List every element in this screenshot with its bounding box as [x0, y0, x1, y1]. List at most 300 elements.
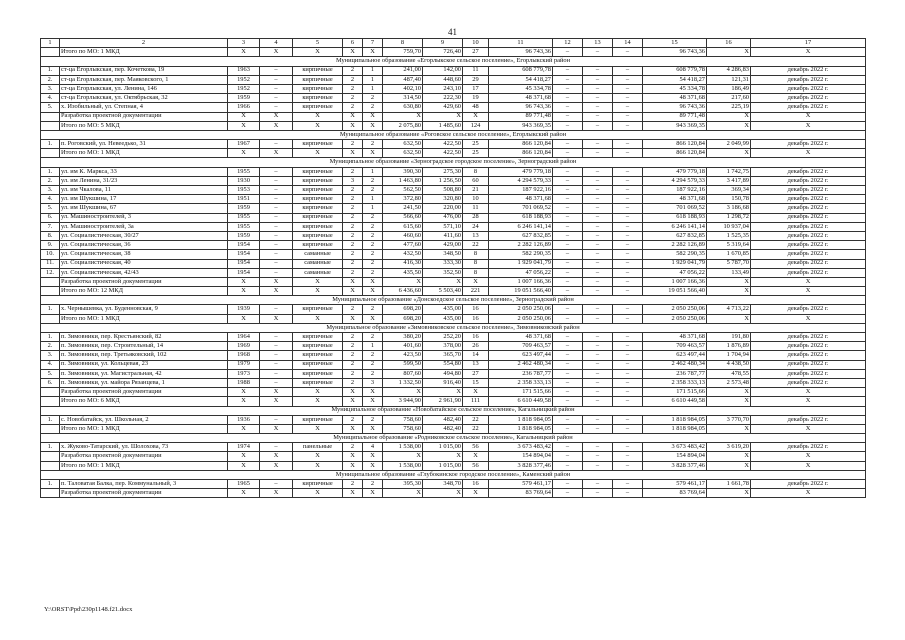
- table-cell: 562,50: [383, 186, 423, 195]
- table-cell: [41, 277, 60, 286]
- table-cell: 608 779,78: [643, 66, 707, 75]
- table-cell: 2: [343, 360, 363, 369]
- table-cell: 1965: [228, 480, 260, 489]
- table-cell: 1 463,80: [383, 176, 423, 185]
- table-cell: 2.: [41, 75, 60, 84]
- table-cell: X: [228, 314, 260, 323]
- table-cell: –: [260, 259, 293, 268]
- table-cell: –: [260, 186, 293, 195]
- table-cell: 47 056,22: [643, 268, 707, 277]
- table-cell: X: [363, 397, 383, 406]
- table-cell: –: [613, 378, 643, 387]
- table-cell: декабрь 2022 г.: [751, 204, 866, 213]
- table-cell: [41, 388, 60, 397]
- table-cell: X: [423, 277, 463, 286]
- table-cell: 2: [343, 378, 363, 387]
- table-row: [41, 305, 866, 314]
- table-cell: [41, 314, 60, 323]
- table-cell: 866 120,84: [489, 140, 553, 149]
- table-cell: 2: [363, 140, 383, 149]
- table-cell: 2: [363, 222, 383, 231]
- table-cell: 1: [363, 195, 383, 204]
- table-cell: п. Таловатая Балка, пер. Коммунальный, 3: [60, 480, 228, 489]
- table-cell: –: [613, 176, 643, 185]
- table-cell: 1955: [228, 222, 260, 231]
- summary-row: [41, 112, 866, 121]
- table-cell: 19 051 566,40: [643, 287, 707, 296]
- table-cell: –: [583, 342, 613, 351]
- table-cell: саманные: [293, 250, 343, 259]
- table-cell: 96 743,36: [643, 48, 707, 57]
- section-heading: Муниципальное образование «Новобатайское сельское поселение», Кагальницкий район: [41, 406, 866, 415]
- table-cell: –: [260, 241, 293, 250]
- table-cell: 10: [463, 195, 489, 204]
- table-cell: 1973: [228, 369, 260, 378]
- table-cell: 2 573,48: [707, 378, 751, 387]
- table-cell: 566,60: [383, 213, 423, 222]
- table-cell: –: [260, 351, 293, 360]
- table-cell: 83 769,64: [489, 489, 553, 498]
- table-cell: 1968: [228, 351, 260, 360]
- table-cell: кирпичные: [293, 176, 343, 185]
- table-cell: 1: [363, 66, 383, 75]
- table-cell: ул. Социалистическая, 30/27: [60, 231, 228, 240]
- table-cell: X: [343, 388, 363, 397]
- table-cell: 2.: [41, 342, 60, 351]
- table-cell: 5 787,70: [707, 259, 751, 268]
- table-cell: 8: [463, 268, 489, 277]
- table-cell: декабрь 2022 г.: [751, 186, 866, 195]
- table-cell: ул. Машиностроителей, 3: [60, 213, 228, 222]
- table-cell: 2: [343, 250, 363, 259]
- table-cell: 2: [363, 415, 383, 424]
- table-cell: 2: [363, 480, 383, 489]
- table-cell: 402,10: [383, 84, 423, 93]
- table-cell: 2: [343, 259, 363, 268]
- table-cell: 45 334,78: [489, 84, 553, 93]
- table-cell: 121,31: [707, 75, 751, 84]
- table-cell: п. Зимовники, пер. Строительный, 14: [60, 342, 228, 351]
- table-cell: 54 418,27: [643, 75, 707, 84]
- table-cell: –: [553, 204, 583, 213]
- table-cell: X: [423, 489, 463, 498]
- table-cell: 3 619,20: [707, 443, 751, 452]
- table-cell: 124: [463, 121, 489, 130]
- table-cell: –: [583, 351, 613, 360]
- page-number: 41: [448, 27, 457, 37]
- table-cell: X: [363, 489, 383, 498]
- table-cell: 352,50: [423, 268, 463, 277]
- table-cell: 3 828 377,46: [489, 461, 553, 470]
- file-path-footer: Y:\ORST\Ppd\230p1148.f21.docx: [44, 606, 133, 613]
- table-cell: X: [228, 287, 260, 296]
- table-cell: 2: [343, 333, 363, 342]
- table-cell: –: [583, 75, 613, 84]
- summary-row: [41, 461, 866, 470]
- table-cell: 3: [343, 176, 363, 185]
- table-cell: –: [613, 103, 643, 112]
- table-cell: 27: [463, 369, 489, 378]
- table-cell: X: [751, 149, 866, 158]
- table-cell: X: [363, 314, 383, 323]
- table-cell: X: [363, 424, 383, 433]
- table-cell: –: [583, 443, 613, 452]
- table-cell: –: [613, 84, 643, 93]
- table-cell: 1 818 984,05: [489, 424, 553, 433]
- table-cell: 27: [463, 48, 489, 57]
- table-cell: 6 610 449,58: [643, 397, 707, 406]
- table-row: [41, 140, 866, 149]
- table-cell: ст-ца Егорлыкская, пер. Маяковского, 1: [60, 75, 228, 84]
- table-cell: X: [463, 388, 489, 397]
- table-cell: 4 294 579,33: [489, 176, 553, 185]
- table-cell: декабрь 2022 г.: [751, 415, 866, 424]
- table-cell: –: [613, 342, 643, 351]
- table-row: [41, 378, 866, 387]
- table-row: [41, 415, 866, 424]
- table-cell: X: [293, 489, 343, 498]
- table-cell: 2 961,90: [423, 397, 463, 406]
- table-cell: X: [707, 452, 751, 461]
- table-cell: 48 371,68: [489, 94, 553, 103]
- table-cell: 627 832,85: [643, 231, 707, 240]
- table-row: [41, 369, 866, 378]
- table-cell: декабрь 2022 г.: [751, 66, 866, 75]
- table-cell: 494,80: [423, 369, 463, 378]
- table-cell: –: [553, 186, 583, 195]
- table-row: [41, 360, 866, 369]
- table-cell: Итого по МО: 1 МКД: [60, 149, 228, 158]
- table-cell: п. Зимовники, пер. Крестьянский, 82: [60, 333, 228, 342]
- table-cell: с. Новобатайск, ул. Школьная, 2: [60, 415, 228, 424]
- table-cell: 2: [343, 213, 363, 222]
- table-row: [41, 351, 866, 360]
- table-cell: 2: [343, 351, 363, 360]
- table-cell: 943 369,35: [489, 121, 553, 130]
- table-cell: 372,80: [383, 195, 423, 204]
- table-cell: X: [363, 121, 383, 130]
- table-cell: X: [260, 112, 293, 121]
- summary-row: [41, 489, 866, 498]
- table-cell: декабрь 2022 г.: [751, 222, 866, 231]
- table-cell: 25: [463, 140, 489, 149]
- table-cell: –: [553, 222, 583, 231]
- table-cell: 435,00: [423, 305, 463, 314]
- table-cell: –: [260, 84, 293, 93]
- table-cell: –: [583, 489, 613, 498]
- table-cell: 2: [343, 231, 363, 240]
- table-cell: декабрь 2022 г.: [751, 305, 866, 314]
- table-cell: –: [260, 333, 293, 342]
- table-cell: X: [228, 277, 260, 286]
- table-cell: ул. Социалистическая, 36: [60, 241, 228, 250]
- table-cell: ул. Социалистическая, 38: [60, 250, 228, 259]
- table-row: [41, 167, 866, 176]
- table-cell: 2: [363, 241, 383, 250]
- table-cell: –: [553, 378, 583, 387]
- table-cell: –: [583, 213, 613, 222]
- table-cell: декабрь 2022 г.: [751, 443, 866, 452]
- table-cell: –: [260, 231, 293, 240]
- table-cell: –: [553, 94, 583, 103]
- table-cell: X: [751, 424, 866, 433]
- table-cell: X: [228, 489, 260, 498]
- section-heading: Муниципальное образование «Егорлыкское сельское поселение», Егорлыкский район: [41, 57, 866, 66]
- table-cell: 15: [463, 378, 489, 387]
- table-cell: декабрь 2022 г.: [751, 167, 866, 176]
- table-cell: 10.: [41, 250, 60, 259]
- table-cell: –: [613, 231, 643, 240]
- table-cell: –: [553, 250, 583, 259]
- column-number: 17: [751, 39, 866, 48]
- table-cell: X: [707, 397, 751, 406]
- table-cell: 429,60: [423, 103, 463, 112]
- table-row: [41, 94, 866, 103]
- table-cell: 378,00: [423, 342, 463, 351]
- section-heading: Муниципальное образование «Зимовниковское сельское поселение», Зимовниковский район: [41, 323, 866, 332]
- table-cell: п. Зимовники, пер. Третьяковский, 102: [60, 351, 228, 360]
- table-cell: 1 538,00: [383, 443, 423, 452]
- table-cell: –: [553, 480, 583, 489]
- table-cell: декабрь 2022 г.: [751, 259, 866, 268]
- table-cell: X: [751, 397, 866, 406]
- table-cell: 17: [463, 84, 489, 93]
- table-cell: саманные: [293, 259, 343, 268]
- table-cell: 13: [463, 231, 489, 240]
- table-cell: 47 056,22: [489, 268, 553, 277]
- table-cell: кирпичные: [293, 342, 343, 351]
- table-cell: 1.: [41, 443, 60, 452]
- table-cell: 390,30: [383, 167, 423, 176]
- table-cell: 3 186,68: [707, 204, 751, 213]
- table-cell: 759,70: [383, 48, 423, 57]
- table-cell: 2: [363, 259, 383, 268]
- table-cell: –: [583, 360, 613, 369]
- table-cell: 8: [463, 250, 489, 259]
- table-cell: X: [343, 149, 363, 158]
- summary-row: [41, 287, 866, 296]
- table-cell: 1: [363, 84, 383, 93]
- table-cell: декабрь 2022 г.: [751, 231, 866, 240]
- table-cell: 320,80: [423, 195, 463, 204]
- table-cell: 16: [463, 305, 489, 314]
- column-number-row: [41, 39, 866, 48]
- table-cell: X: [293, 48, 343, 57]
- table-cell: –: [260, 480, 293, 489]
- table-cell: 1 007 166,36: [489, 277, 553, 286]
- section-heading: Муниципальное образование «Родниковское сельское поселение», Кагальницкий район: [41, 434, 866, 443]
- table-cell: Итого по МО: 1 МКД: [60, 424, 228, 433]
- table-cell: 726,40: [423, 48, 463, 57]
- table-cell: 1 929 041,79: [489, 259, 553, 268]
- table-cell: –: [583, 66, 613, 75]
- table-cell: 333,30: [423, 259, 463, 268]
- table-cell: 1 538,00: [383, 461, 423, 470]
- table-cell: X: [751, 452, 866, 461]
- table-cell: [41, 397, 60, 406]
- table-cell: 1969: [228, 342, 260, 351]
- table-cell: –: [553, 287, 583, 296]
- table-cell: 2: [343, 305, 363, 314]
- table-cell: 25: [463, 149, 489, 158]
- table-cell: 241,00: [383, 66, 423, 75]
- table-cell: 866 120,84: [489, 149, 553, 158]
- table-cell: X: [293, 277, 343, 286]
- table-cell: 2: [363, 231, 383, 240]
- table-cell: 632,50: [383, 149, 423, 158]
- table-cell: 4 713,22: [707, 305, 751, 314]
- section-heading: Муниципальное образование «Глубокинское городское поселение», Каменский район: [41, 470, 866, 479]
- table-row: [41, 443, 866, 452]
- table-cell: X: [343, 397, 363, 406]
- table-cell: декабрь 2022 г.: [751, 378, 866, 387]
- table-cell: –: [260, 378, 293, 387]
- table-cell: 2: [343, 75, 363, 84]
- table-cell: X: [260, 121, 293, 130]
- table-cell: Итого по МО: 12 МКД: [60, 287, 228, 296]
- table-cell: 2: [363, 369, 383, 378]
- table-row: [41, 84, 866, 93]
- table-cell: кирпичные: [293, 94, 343, 103]
- table-cell: –: [553, 333, 583, 342]
- table-cell: 89 771,48: [489, 112, 553, 121]
- table-row: [41, 250, 866, 259]
- table-cell: декабрь 2022 г.: [751, 94, 866, 103]
- table-cell: 11: [463, 204, 489, 213]
- table-cell: 2: [343, 186, 363, 195]
- table-cell: 4 286,83: [707, 66, 751, 75]
- table-cell: 3 673 483,42: [643, 443, 707, 452]
- table-cell: X: [423, 112, 463, 121]
- table-cell: –: [613, 333, 643, 342]
- table-cell: –: [553, 351, 583, 360]
- column-number: 6: [343, 39, 363, 48]
- table-cell: 171 515,66: [489, 388, 553, 397]
- table-cell: –: [583, 222, 613, 231]
- table-cell: –: [583, 277, 613, 286]
- table-cell: X: [228, 452, 260, 461]
- table-cell: 701 069,52: [489, 204, 553, 213]
- table-cell: 1 007 166,36: [643, 277, 707, 286]
- table-cell: –: [260, 268, 293, 277]
- table-cell: 477,60: [383, 241, 423, 250]
- table-cell: –: [613, 415, 643, 424]
- table-cell: 571,10: [423, 222, 463, 231]
- table-cell: 96 743,36: [489, 103, 553, 112]
- table-cell: 13: [463, 360, 489, 369]
- table-cell: ст-ца Егорлыкская, ул. Ленина, 146: [60, 84, 228, 93]
- section-heading-row: [41, 470, 866, 479]
- table-cell: 8: [463, 259, 489, 268]
- table-cell: –: [260, 369, 293, 378]
- table-cell: –: [553, 149, 583, 158]
- table-cell: 225,19: [707, 103, 751, 112]
- table-cell: декабрь 2022 г.: [751, 213, 866, 222]
- table-cell: X: [343, 452, 363, 461]
- table-cell: –: [613, 259, 643, 268]
- table-cell: X: [423, 452, 463, 461]
- table-cell: 29: [463, 75, 489, 84]
- table-cell: 236 787,77: [643, 369, 707, 378]
- table-cell: 191,80: [707, 333, 751, 342]
- table-cell: –: [553, 305, 583, 314]
- table-cell: –: [260, 103, 293, 112]
- table-row: [41, 204, 866, 213]
- table-cell: –: [553, 415, 583, 424]
- table-cell: 508,80: [423, 186, 463, 195]
- table-cell: 1 661,78: [707, 480, 751, 489]
- table-cell: X: [293, 287, 343, 296]
- table-row: [41, 176, 866, 185]
- table-cell: X: [293, 149, 343, 158]
- table-cell: 1959: [228, 204, 260, 213]
- table-cell: 943 369,35: [643, 121, 707, 130]
- table-cell: –: [613, 461, 643, 470]
- table-cell: –: [613, 480, 643, 489]
- table-cell: 1952: [228, 84, 260, 93]
- column-number: 2: [60, 39, 228, 48]
- summary-row: [41, 388, 866, 397]
- table-cell: X: [463, 489, 489, 498]
- section-heading: Муниципальное образование «Зерноградское городское поселение», Зерноградский район: [41, 158, 866, 167]
- table-cell: –: [583, 94, 613, 103]
- table-row: [41, 333, 866, 342]
- table-cell: 3 673 483,42: [489, 443, 553, 452]
- table-cell: 2 075,80: [383, 121, 423, 130]
- table-cell: декабрь 2022 г.: [751, 369, 866, 378]
- table-cell: 2: [363, 94, 383, 103]
- table-cell: 2: [363, 268, 383, 277]
- table-cell: кирпичные: [293, 222, 343, 231]
- table-cell: 582 290,35: [643, 250, 707, 259]
- table-cell: 1936: [228, 415, 260, 424]
- table-cell: 133,49: [707, 268, 751, 277]
- table-cell: 1953: [228, 186, 260, 195]
- table-cell: 12.: [41, 268, 60, 277]
- table-cell: –: [553, 176, 583, 185]
- table-cell: X: [423, 388, 463, 397]
- table-cell: –: [260, 443, 293, 452]
- table-cell: 1930: [228, 176, 260, 185]
- table-cell: 10 937,04: [707, 222, 751, 231]
- table-cell: [41, 489, 60, 498]
- table-cell: Итого по МО: 1 МКД: [60, 48, 228, 57]
- table-cell: X: [751, 277, 866, 286]
- table-cell: –: [553, 195, 583, 204]
- table-cell: –: [553, 489, 583, 498]
- column-number: 3: [228, 39, 260, 48]
- table-cell: 460,60: [383, 231, 423, 240]
- summary-row: [41, 424, 866, 433]
- table-cell: –: [613, 112, 643, 121]
- table-cell: 348,70: [423, 480, 463, 489]
- table-cell: 16: [463, 480, 489, 489]
- table-cell: –: [583, 112, 613, 121]
- table-cell: 2 358 333,13: [643, 378, 707, 387]
- table-cell: –: [260, 66, 293, 75]
- table-cell: 369,34: [707, 186, 751, 195]
- table-cell: 866 120,84: [643, 149, 707, 158]
- table-cell: 186,49: [707, 84, 751, 93]
- table-cell: –: [583, 121, 613, 130]
- table-cell: 1 670,85: [707, 250, 751, 259]
- table-cell: X: [260, 48, 293, 57]
- table-cell: 243,10: [423, 84, 463, 93]
- table-cell: 2 358 333,13: [489, 378, 553, 387]
- table-cell: ул. им Ленина, 31/23: [60, 176, 228, 185]
- table-cell: 1967: [228, 140, 260, 149]
- table-cell: X: [260, 397, 293, 406]
